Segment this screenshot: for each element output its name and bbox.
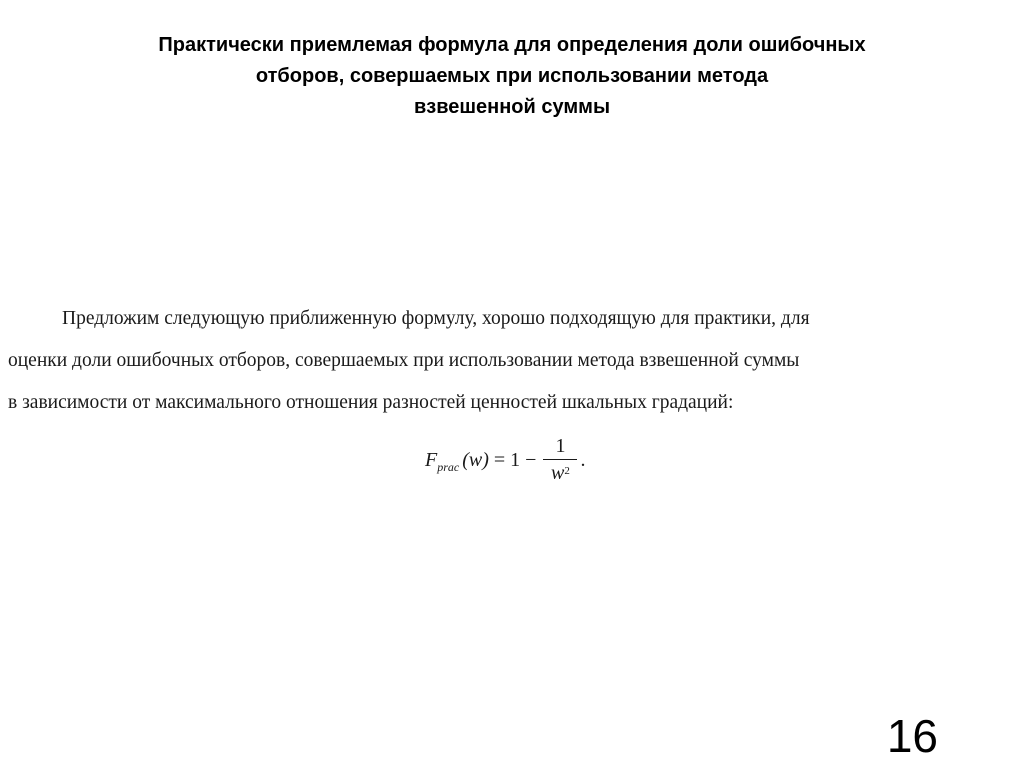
body-paragraph	[8, 304, 1018, 430]
title-line: Практически приемлемая формула для определения доли ошибочных	[158, 34, 866, 56]
formula-minus: −	[525, 448, 537, 471]
formula-terminator: .	[580, 448, 586, 471]
title-line: взвешенной суммы	[413, 96, 611, 118]
paragraph-line: Предложим следующую приближенную формулу, хорошо подходящую для практики, для	[62, 308, 810, 329]
title-line: отборов, совершаемых при использовании метода	[255, 65, 769, 87]
formula-denominator-exponent: 2	[564, 465, 570, 477]
formula-numerator: 1	[555, 435, 566, 457]
page-number: 16	[886, 710, 938, 762]
paragraph-line: оценки доли ошибочных отборов, совершаемых при использовании метода взвешенной суммы	[8, 350, 800, 371]
formula-function-name: F	[425, 448, 438, 471]
formula-equals: =	[493, 448, 506, 471]
formula-one: 1	[510, 448, 521, 471]
formula-argument: (w)	[462, 448, 489, 471]
slide-title	[40, 30, 984, 123]
formula-denominator	[551, 460, 570, 485]
formula-subscript: prac	[437, 459, 460, 474]
formula-fraction	[543, 435, 577, 485]
paragraph-line: в зависимости от максимального отношения разностей ценностей шкальных градаций:	[8, 392, 734, 413]
formula-denominator-base: w	[551, 462, 565, 484]
formula	[425, 430, 585, 490]
